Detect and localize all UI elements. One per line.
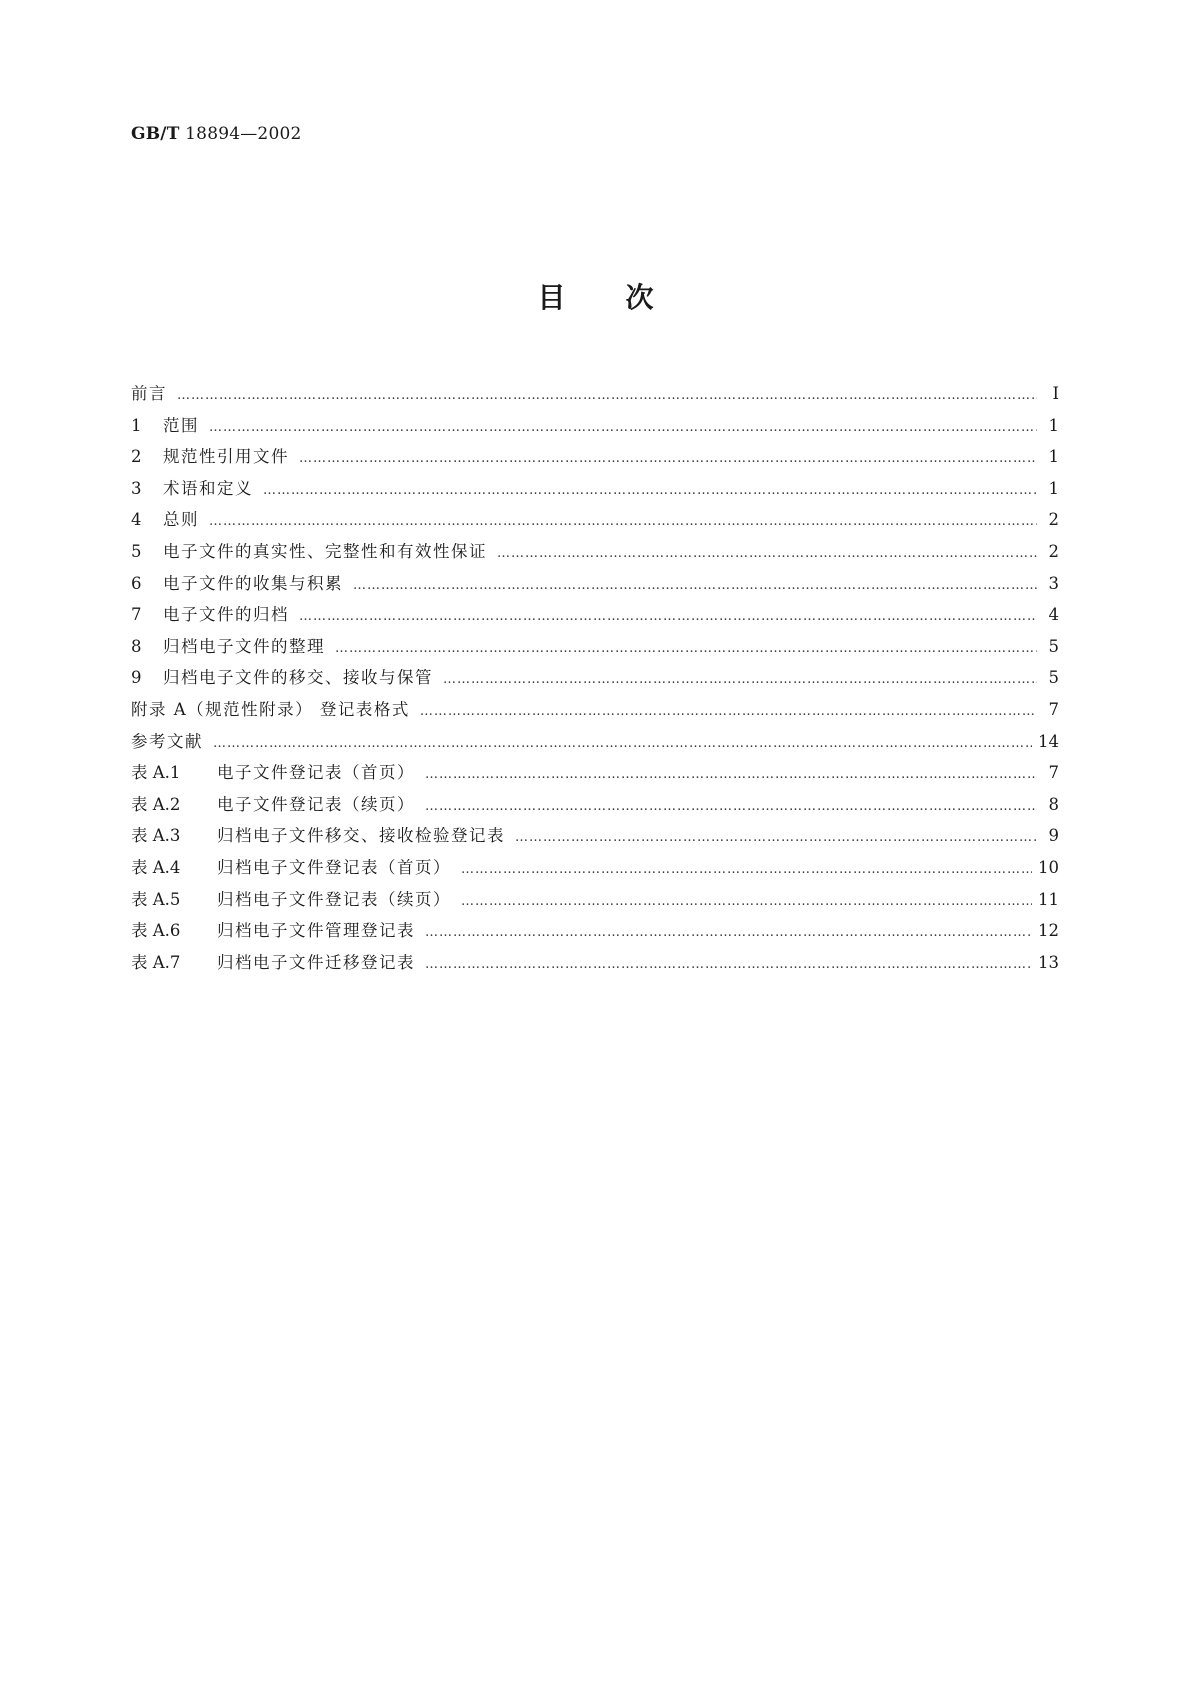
toc-entry-page: 2 [1048,510,1059,530]
toc-entry-number: 表 A.1 [131,763,181,783]
toc-entry-page: 7 [1048,763,1059,783]
toc-entry-number: 1 [131,415,142,435]
table-of-contents [131,380,1059,980]
toc-entry-number: 表 A.7 [131,952,181,972]
toc-entry-page: 3 [1048,573,1059,593]
toc-entry-foreword[interactable] [131,380,1059,412]
toc-entry-page: 14 [1038,731,1059,751]
toc-entry-2[interactable] [131,443,1059,475]
toc-entry-page: Ⅰ [1052,384,1059,403]
toc-entry-4[interactable] [131,506,1059,538]
toc-entry-page: 8 [1048,794,1059,814]
toc-entry-number: 表 A.3 [131,826,181,846]
toc-entry-table-a3[interactable] [131,822,1059,854]
toc-entry-page: 1 [1048,478,1059,498]
toc-entry-5[interactable] [131,538,1059,570]
dot-leader [209,514,1037,529]
dot-leader [497,546,1037,561]
toc-entry-label: 归档电子文件移交、接收检验登记表 [217,826,505,846]
dot-leader [425,799,1037,814]
dot-leader [213,736,1032,751]
standard-prefix: GB/T [131,124,180,144]
dot-leader [299,451,1037,466]
toc-entry-number: 7 [131,605,142,625]
toc-entry-label: 归档电子文件的移交、接收与保管 [163,668,433,688]
toc-entry-page: 2 [1048,541,1059,561]
toc-entry-label: 附录 A（规范性附录） 登记表格式 [131,699,410,719]
toc-entry-number: 表 A.2 [131,794,181,814]
toc-entry-number: 表 A.4 [131,857,181,877]
toc-entry-1[interactable] [131,412,1059,444]
toc-entry-table-a5[interactable] [131,886,1059,918]
toc-entry-label: 前言 [131,384,167,403]
toc-entry-page: 4 [1048,605,1059,625]
dot-leader [461,862,1032,877]
toc-entry-page: 10 [1038,857,1059,877]
dot-leader [335,641,1037,656]
toc-entry-page: 13 [1038,952,1059,972]
toc-entry-appendix-a[interactable] [131,696,1059,728]
toc-entry-number: 4 [131,510,142,530]
toc-entry-label: 参考文献 [131,731,203,751]
toc-entry-6[interactable] [131,570,1059,602]
toc-entry-page: 11 [1038,889,1059,909]
toc-entry-page: 9 [1048,826,1059,846]
toc-entry-number: 9 [131,668,142,688]
toc-entry-page: 1 [1048,447,1059,467]
toc-entry-label: 电子文件的收集与积累 [163,573,343,593]
toc-entry-number: 6 [131,573,142,593]
page-title: 目次 [537,281,714,314]
toc-entry-page: 7 [1048,699,1059,719]
dot-leader [420,704,1037,719]
toc-entry-references[interactable] [131,728,1059,760]
toc-entry-number: 表 A.6 [131,921,181,941]
toc-entry-label: 规范性引用文件 [163,447,289,467]
toc-entry-8[interactable] [131,633,1059,665]
toc-entry-table-a4[interactable] [131,854,1059,886]
toc-entry-table-a1[interactable] [131,759,1059,791]
standard-code [131,124,302,144]
toc-entry-number: 8 [131,636,142,656]
toc-entry-table-a6[interactable] [131,917,1059,949]
toc-entry-label: 电子文件的归档 [163,605,289,625]
dot-leader [461,894,1032,909]
dot-leader [299,609,1037,624]
toc-entry-page: 1 [1048,415,1059,435]
dot-leader [353,578,1037,593]
dot-leader [177,388,1037,403]
toc-entry-number: 表 A.5 [131,889,181,909]
dot-leader [425,767,1037,782]
toc-entry-number: 3 [131,478,142,498]
dot-leader [425,957,1032,972]
dot-leader [263,483,1037,498]
toc-entry-label: 电子文件的真实性、完整性和有效性保证 [163,541,487,561]
toc-entry-page: 5 [1048,636,1059,656]
toc-entry-label: 范围 [163,415,199,435]
toc-entry-label: 电子文件登记表（首页） [217,763,415,783]
toc-entry-label: 归档电子文件管理登记表 [217,921,415,941]
toc-entry-label: 电子文件登记表（续页） [217,794,415,814]
toc-entry-label: 术语和定义 [163,478,253,498]
toc-entry-label: 归档电子文件登记表（续页） [217,889,451,909]
toc-entry-7[interactable] [131,601,1059,633]
toc-entry-page: 12 [1038,921,1059,941]
standard-number: 18894—2002 [185,124,302,144]
toc-entry-table-a2[interactable] [131,791,1059,823]
dot-leader [515,830,1037,845]
toc-entry-label: 归档电子文件的整理 [163,636,325,656]
toc-entry-label: 归档电子文件迁移登记表 [217,952,415,972]
dot-leader [443,672,1037,687]
toc-entry-label: 归档电子文件登记表（首页） [217,857,451,877]
toc-entry-3[interactable] [131,475,1059,507]
toc-entry-9[interactable] [131,664,1059,696]
toc-entry-number: 2 [131,447,142,467]
toc-entry-number: 5 [131,541,142,561]
toc-entry-page: 5 [1048,668,1059,688]
toc-entry-table-a7[interactable] [131,949,1059,981]
dot-leader [209,420,1037,435]
toc-entry-label: 总则 [163,510,199,530]
dot-leader [425,925,1032,940]
